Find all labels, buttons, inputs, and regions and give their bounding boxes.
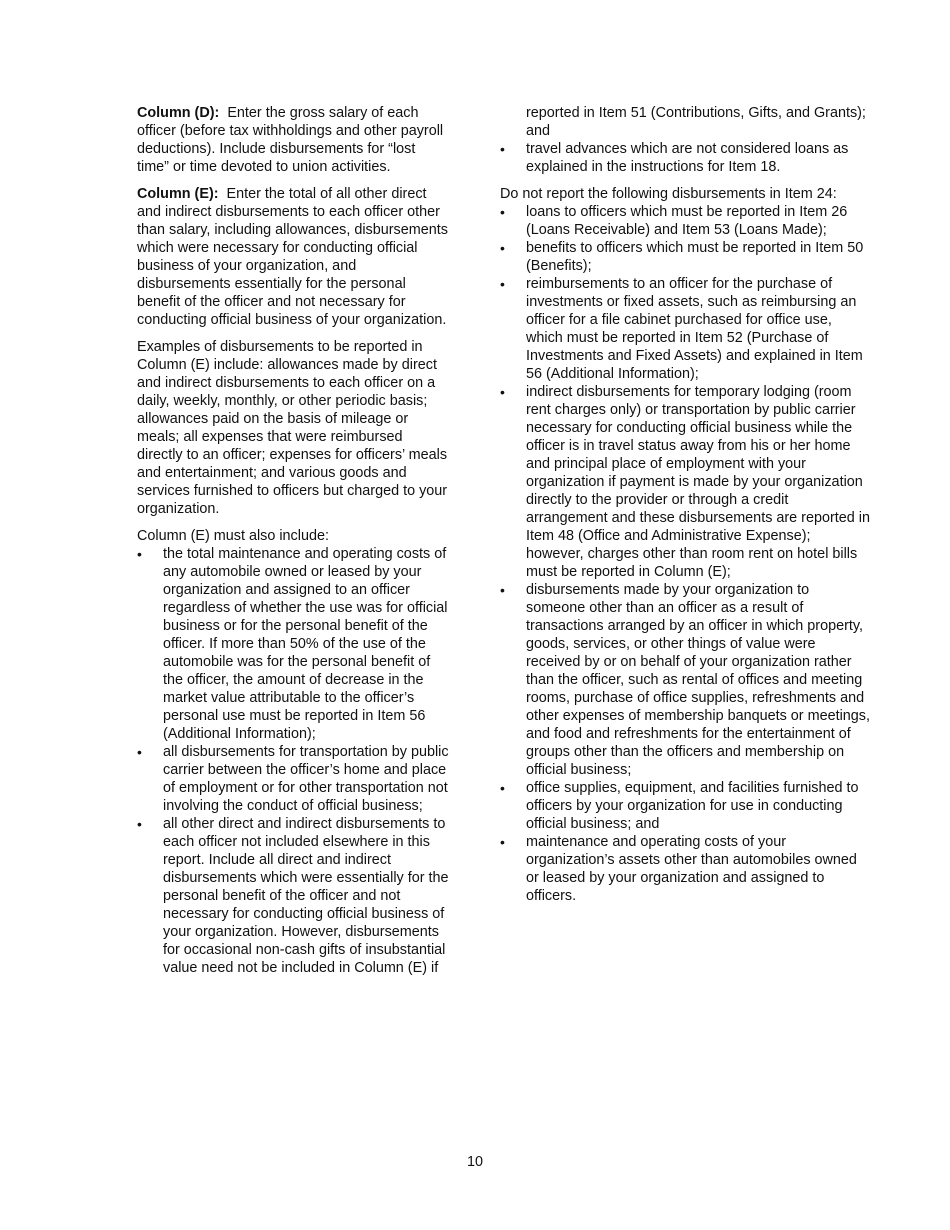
list-item-text: all disbursements for transportation by public carrier between the officer’s home and place of employment or for other transportation not involving the conduct of official business; bbox=[163, 744, 449, 814]
column-e-text: Enter the total of all other direct and indirect disbursements to each officer other than salary, including allowances, disbursements which were necessary for conducting official business of your organization, and disbursements essentially for the personal benefit of the officer and not necessary for conducting official business of your organization. bbox=[137, 186, 448, 328]
column-d-text: Enter the gross salary of each officer (before tax withholdings and other payroll deductions). Include disbursements for “lost time” or time devoted to union activities. bbox=[137, 105, 444, 175]
list-item bbox=[500, 779, 870, 833]
page-number: 10 bbox=[466, 1154, 483, 1170]
left-column bbox=[137, 104, 449, 977]
list-item-text: the total maintenance and operating costs of any automobile owned or leased by your organization and assigned to an officer regardless of whether the use was for official business or for the personal benefit of the officer. If more than 50% of the use of the automobile was for the personal benefit of the officer, the amount of decrease in the market value attributable to the officer’s personal use must be reported in Item 56 (Additional Information); bbox=[163, 546, 448, 742]
list-item bbox=[137, 743, 449, 815]
bullet-icon: • bbox=[137, 744, 142, 760]
list-item bbox=[137, 815, 449, 977]
bullet-icon: • bbox=[500, 240, 505, 256]
list-item bbox=[500, 239, 870, 275]
list-item-text: benefits to officers which must be reported in Item 50 (Benefits); bbox=[526, 240, 864, 274]
examples-paragraph: Examples of disbursements to be reported in Column (E) include: allowances made by direct and indirect disbursements to each officer on a daily, weekly, monthly, or other periodic basis; allowances paid on the basis of mileage or meals; all expenses that were reimbursed directly to an officer; expenses for officers’ meals and entertainment; and various goods and services furnished to officers but charged to your organization. bbox=[137, 339, 448, 517]
continuation-text: reported in Item 51 (Contributions, Gifts, and Grants); and bbox=[526, 105, 866, 139]
list-item-text: disbursements made by your organization to someone other than an officer as a result of transactions arranged by an officer in which property, goods, services, or other things of value were received by or on behalf of your organization rather than the officer, such as rental of offices and meeting rooms, purchase of office supplies, refreshments and other expenses of membership banquets or meetings, and food and refreshments for the entertainment of groups other than the officers and membership on official business; bbox=[526, 582, 870, 778]
list-item bbox=[500, 833, 870, 905]
list-item-text: travel advances which are not considered loans as explained in the instructions for Item 18. bbox=[526, 141, 849, 175]
bullet-icon: • bbox=[500, 204, 505, 220]
do-not-report-intro: Do not report the following disbursements in Item 24: bbox=[500, 186, 837, 202]
list-item bbox=[500, 140, 870, 176]
bullet-icon: • bbox=[500, 384, 505, 400]
list-item-text: maintenance and operating costs of your organization’s assets other than automobiles owned or leased by your organization and assigned to officers. bbox=[526, 834, 857, 904]
bullet-icon: • bbox=[137, 816, 142, 832]
do-not-report-list bbox=[500, 203, 870, 905]
must-include-intro: Column (E) must also include: bbox=[137, 528, 329, 544]
column-d-label: Column (D): bbox=[137, 105, 220, 121]
continuation-list bbox=[500, 140, 870, 176]
bullet-icon: • bbox=[500, 141, 505, 157]
bullet-icon: • bbox=[500, 780, 505, 796]
list-item-text: all other direct and indirect disbursements to each officer not included elsewhere in this report. Include all direct and indirect disbursements which were essentially for the personal benefit of the officer and not necessary for conducting official business of your organization. However, disbursements for occasional non-cash gifts of insubstantial value need not be included in Column (E) if bbox=[163, 816, 449, 976]
column-e-label: Column (E): bbox=[137, 186, 219, 202]
list-item-text: reimbursements to an officer for the purchase of investments or fixed assets, such as reimbursing an officer for a file cabinet purchased for office use, which must be reported in Item 52 (Purchase of Investments and Fixed Assets) and explained in Item 56 (Additional Information); bbox=[526, 276, 863, 382]
bullet-icon: • bbox=[500, 834, 505, 850]
list-item bbox=[500, 581, 870, 779]
bullet-icon: • bbox=[500, 276, 505, 292]
column-e-paragraph bbox=[137, 185, 449, 329]
list-item bbox=[500, 383, 870, 581]
list-item bbox=[500, 275, 870, 383]
list-item-text: indirect disbursements for temporary lodging (room rent charges only) or transportation by public carrier necessary for conducting official business while the officer is in travel status away from his or her home and principal place of employment with your organization if payment is made by your organization directly to the provider or through a credit arrangement and these disbursements are reported in Item 48 (Office and Administrative Expense); however, charges other than room rent on hotel bills must be reported in Column (E); bbox=[526, 384, 870, 580]
list-item-text: loans to officers which must be reported in Item 26 (Loans Receivable) and Item 53 (Loans Made); bbox=[526, 204, 848, 238]
bullet-icon: • bbox=[500, 582, 505, 598]
bullet-icon: • bbox=[137, 546, 142, 562]
list-item bbox=[137, 545, 449, 743]
right-column bbox=[500, 104, 870, 905]
column-d-paragraph bbox=[137, 104, 449, 176]
must-include-list bbox=[137, 545, 449, 977]
list-item-text: office supplies, equipment, and facilities furnished to officers by your organization for use in conducting official business; and bbox=[526, 780, 859, 832]
list-item bbox=[500, 203, 870, 239]
